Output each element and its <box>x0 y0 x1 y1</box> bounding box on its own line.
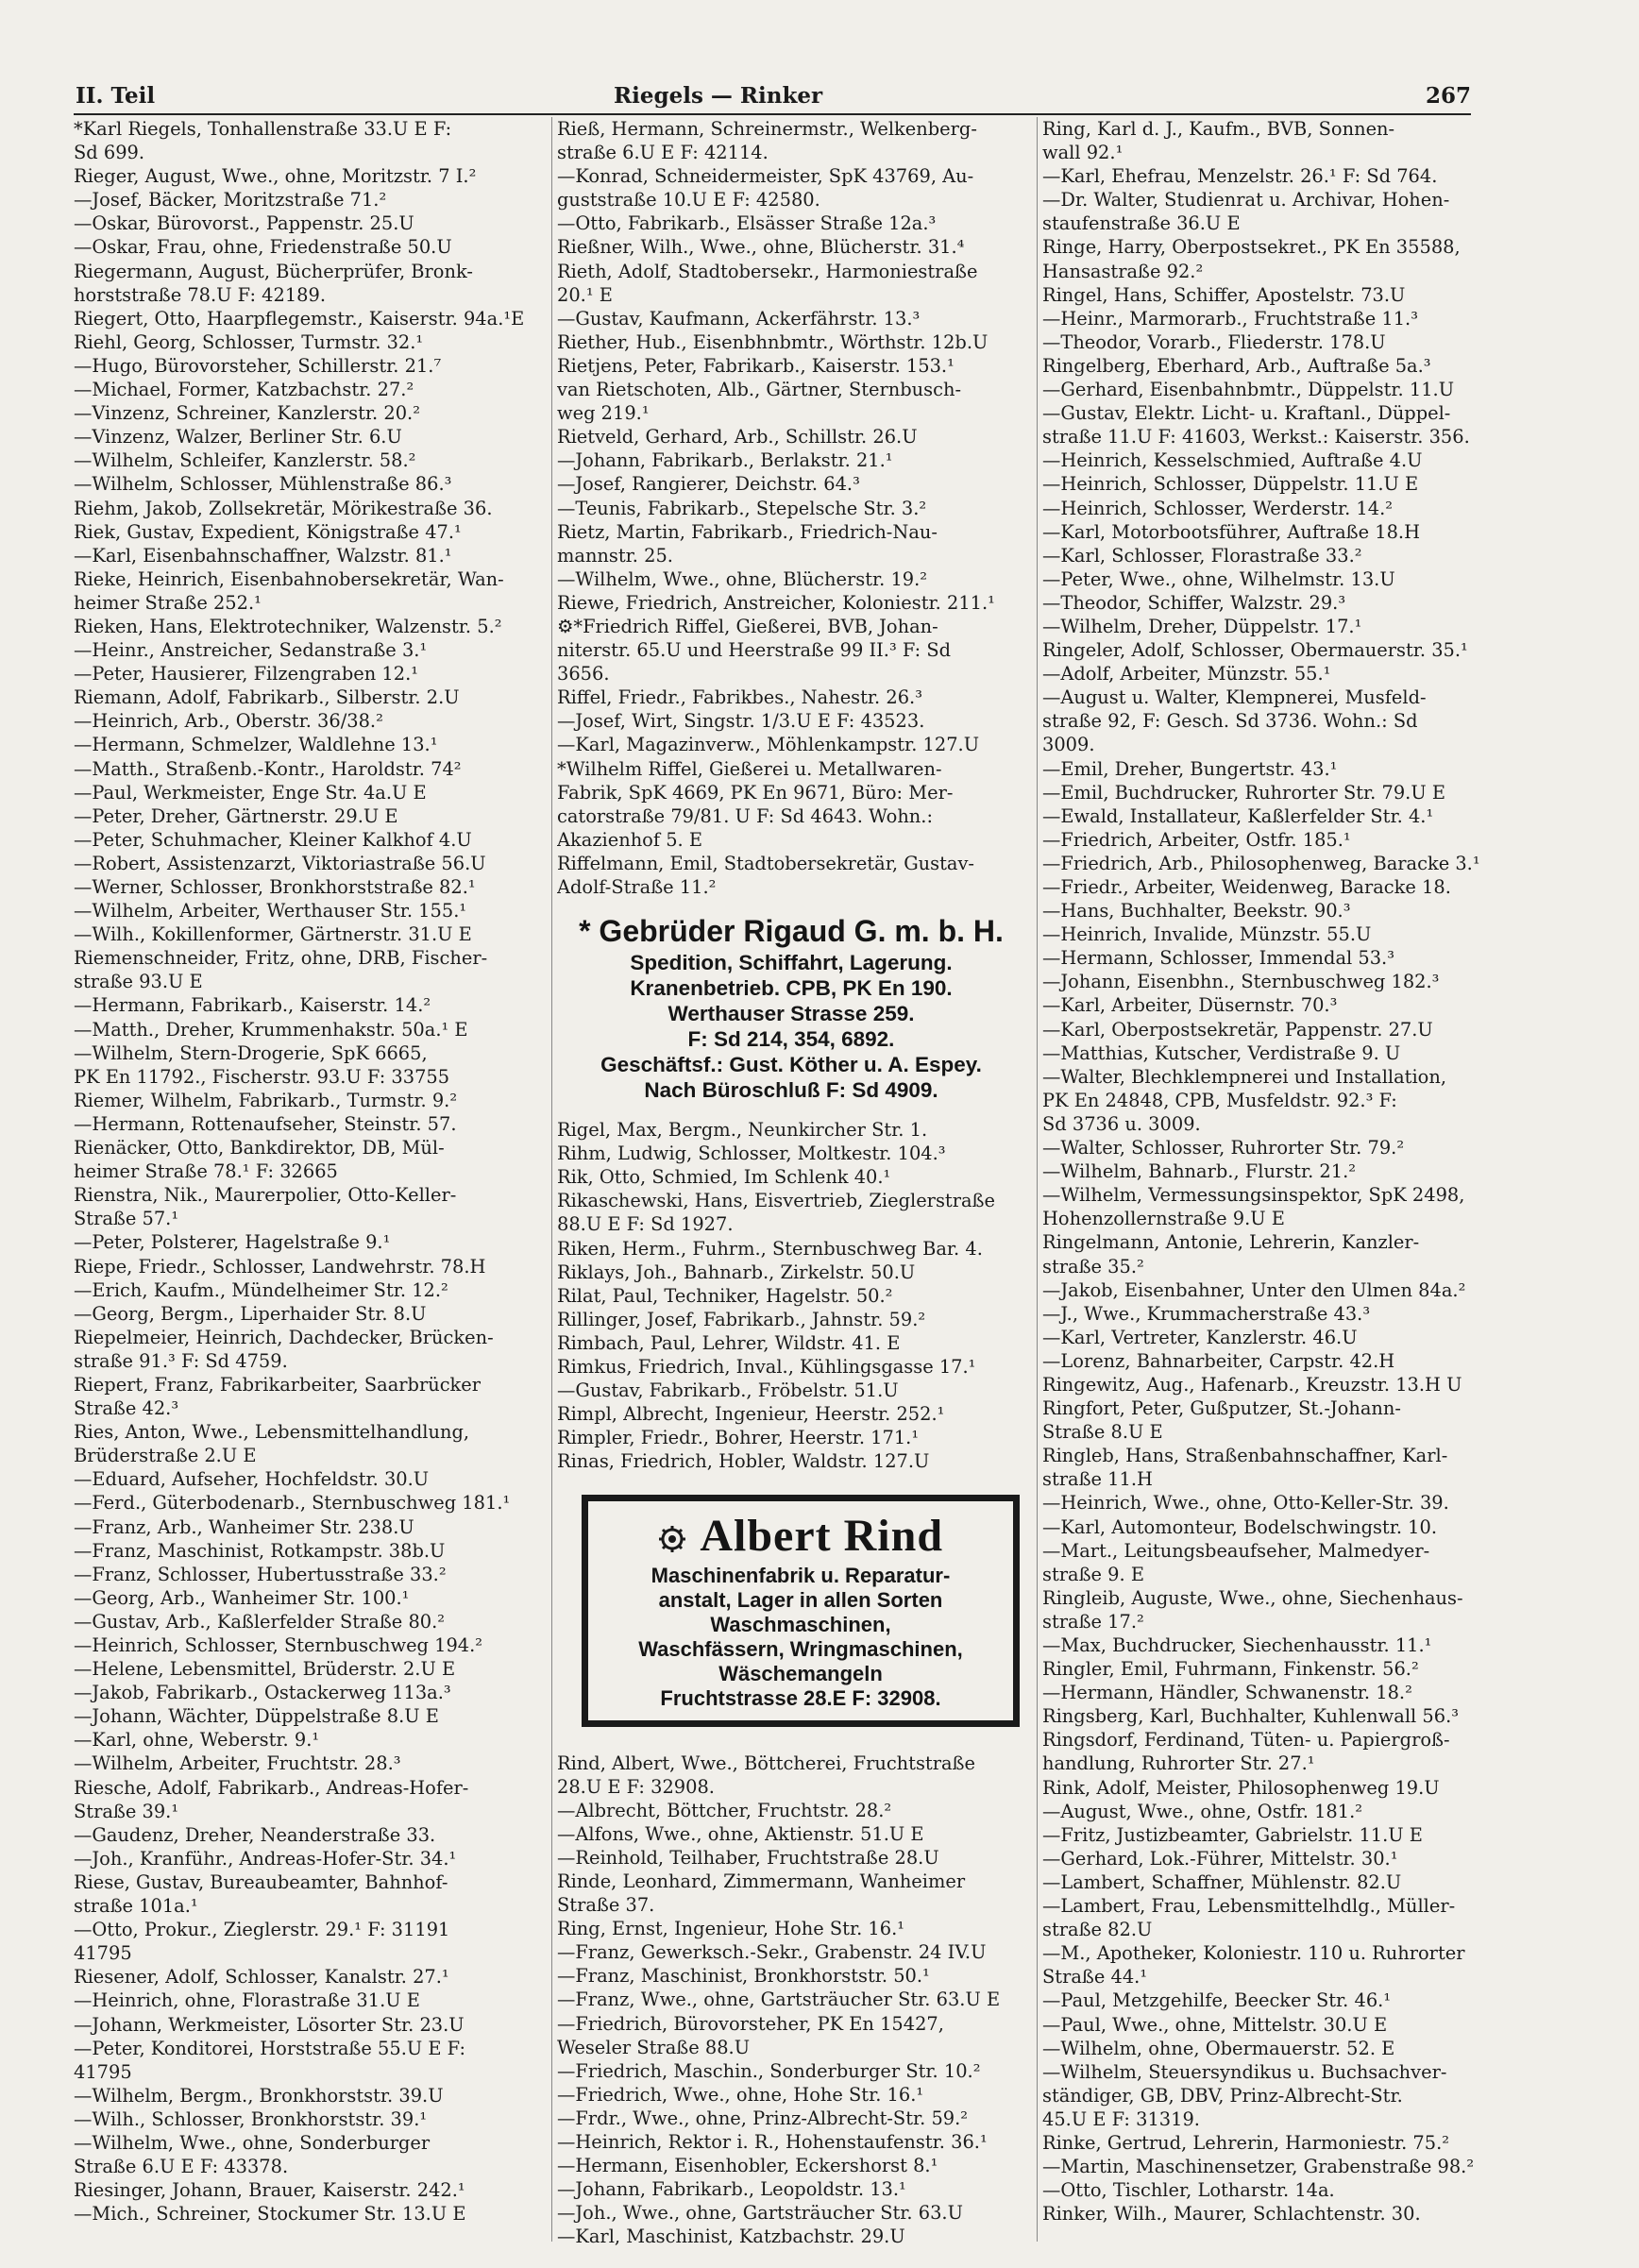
entries-col3 <box>1042 117 1511 2226</box>
directory-entry-line: —Josef, Rangierer, Deichstr. 64.³ <box>557 473 860 496</box>
directory-entry-line: PK En 11792., Fischerstr. 93.U F: 33755 <box>74 1065 450 1088</box>
directory-entry-line: Riemann, Adolf, Fabrikarb., Silberstr. 2.U <box>74 686 460 709</box>
directory-entry-line: —Hermann, Schmelzer, Waldlehne 13.¹ <box>74 734 438 756</box>
advert-line: Kranenbetrieb. CPB, PK En 190. <box>630 976 953 1001</box>
directory-entry-line: Riek, Gustav, Expedient, Königstraße 47.¹ <box>74 520 462 543</box>
directory-entry-line: straße 93.U E <box>74 971 203 993</box>
directory-entry-line: 28.U E F: 32908. <box>557 1775 715 1798</box>
directory-entry-line: —Friedrich, Bürovorsteher, PK En 15427, <box>557 2012 944 2035</box>
directory-entry-line: Rimpler, Friedr., Bohrer, Heerstr. 171.¹ <box>557 1427 920 1449</box>
directory-entry-line: Rimkus, Friedrich, Inval., Kühlingsgasse 17.¹ <box>557 1356 976 1379</box>
directory-entry-line: —Hermann, Händler, Schwanenstr. 18.² <box>1042 1682 1412 1704</box>
directory-entry-line: —Paul, Wwe., ohne, Mittelstr. 30.U E <box>1042 2013 1388 2036</box>
header-running-title: Riegels — Rinker <box>614 83 823 109</box>
directory-entry-line: —Joh., Wwe., ohne, Gartsträucher Str. 63.U <box>557 2202 963 2225</box>
directory-entry-line: Riegermann, August, Bücherprüfer, Bronk- <box>74 260 473 282</box>
directory-entry-line: straße 35.² <box>1042 1255 1144 1278</box>
directory-entry-line: Ringeler, Adolf, Schlosser, Obermauerstr. 35.¹ <box>1042 639 1468 662</box>
directory-entry-line: Hohenzollernstraße 9.U E <box>1042 1208 1285 1230</box>
directory-entry-line: —Franz, Schlosser, Hubertusstraße 33.² <box>74 1563 447 1585</box>
directory-entry-line: Riffelmann, Emil, Stadtobersekretär, Gustav- <box>557 852 974 874</box>
directory-entry-line: Ringleb, Hans, Straßenbahnschaffner, Karl- <box>1042 1445 1448 1467</box>
directory-entry-line: —Heinr., Marmorarb., Fruchtstraße 11.³ <box>1042 307 1418 330</box>
advert-line: Wäschemangeln <box>718 1661 883 1685</box>
directory-entry-line: —Alfons, Wwe., ohne, Aktienstr. 51.U E <box>557 1822 924 1845</box>
directory-entry-line: Brüderstraße 2.U E <box>74 1445 257 1467</box>
directory-entry-line: —Reinhold, Teilhaber, Fruchtstraße 28.U <box>557 1846 939 1869</box>
advert-line: Nach Büroschluß F: Sd 4909. <box>644 1078 938 1103</box>
directory-entry-line: —Theodor, Vorarb., Fliederstr. 178.U <box>1042 330 1386 353</box>
directory-entry-line: Straße 39.¹ <box>74 1800 179 1822</box>
directory-entry-line: —Hermann, Rottenaufseher, Steinstr. 57. <box>74 1112 457 1135</box>
advert-title <box>594 1509 1007 1564</box>
directory-entry-line: —Heinrich, Schlosser, Sternbuschweg 194.² <box>74 1634 483 1656</box>
advert-line: Werthauser Strasse 259. <box>667 1002 915 1026</box>
directory-entry-line: —Heinrich, ohne, Florastraße 31.U E <box>74 1989 420 2012</box>
entries-col2c <box>557 1752 1025 2249</box>
directory-entry-line: ständiger, GB, DBV, Prinz-Albrecht-Str. <box>1042 2084 1403 2107</box>
advert-line: Fruchtstrasse 28.E F: 32908. <box>660 1685 941 1710</box>
directory-entry-line: —Josef, Wirt, Singstr. 1/3.U E F: 43523. <box>557 710 925 733</box>
directory-entry-line: —Max, Buchdrucker, Siechenhausstr. 11.¹ <box>1042 1634 1432 1656</box>
directory-entry-line: Rik, Otto, Schmied, Im Schlenk 40.¹ <box>557 1166 891 1189</box>
directory-entry-line: Ringel, Hans, Schiffer, Apostelstr. 73.U <box>1042 283 1406 306</box>
directory-entry-line: —Georg, Bergm., Liperhaider Str. 8.U <box>74 1302 427 1325</box>
directory-entry-line: 3656. <box>557 663 610 685</box>
directory-entry-line: —Matth., Dreher, Krummenhakstr. 50a.¹ E <box>74 1018 468 1041</box>
directory-entry-line: —Otto, Fabrikarb., Elsässer Straße 12a.³ <box>557 212 937 235</box>
directory-entry-line: Straße 6.U E F: 43378. <box>74 2156 289 2178</box>
column-divider <box>551 117 552 2242</box>
directory-entry-line: Rigel, Max, Bergm., Neunkircher Str. 1. <box>557 1119 928 1142</box>
directory-entry-line: Ringsdorf, Ferdinand, Tüten- u. Papiergroß- <box>1042 1729 1450 1752</box>
directory-entry-line: *Karl Riegels, Tonhallenstraße 33.U E F: <box>74 118 452 140</box>
directory-entry-line: Ringfort, Peter, Gußputzer, St.-Johann- <box>1042 1397 1401 1420</box>
directory-entry-line: —Franz, Gewerksch.-Sekr., Grabenstr. 24 IV.U <box>557 1941 987 1964</box>
directory-entry-line: —Robert, Assistenzarzt, Viktoriastraße 56.U <box>74 852 486 874</box>
directory-entry-line: —Johann, Fabrikarb., Leopoldstr. 13.¹ <box>557 2178 906 2201</box>
directory-entry-line: Rieke, Heinrich, Eisenbahnobersekretär, Wan- <box>74 567 504 590</box>
page-header <box>0 83 1639 115</box>
directory-entry-line: —Karl, Motorbootsführer, Auftraße 18.H <box>1042 520 1420 543</box>
page-number: 267 <box>1426 83 1472 109</box>
directory-entry-line: straße 11.H <box>1042 1468 1153 1491</box>
directory-entry-line: Rinke, Gertrud, Lehrerin, Harmoniestr. 75.² <box>1042 2131 1450 2154</box>
directory-entry-line: Riether, Hub., Eisenbhnbmtr., Wörthstr. 12b.U <box>557 330 988 353</box>
directory-entry-line: —Erich, Kaufm., Mündelheimer Str. 12.² <box>74 1278 448 1301</box>
directory-entry-line: —Karl, Magazinverw., Möhlenkampstr. 127.U <box>557 734 980 756</box>
directory-entry-line: Ring, Karl d. J., Kaufm., BVB, Sonnen- <box>1042 118 1395 140</box>
directory-entry-line: —Karl, Automonteur, Bodelschwingstr. 10. <box>1042 1515 1438 1538</box>
directory-entry-line: —Peter, Hausierer, Filzengraben 12.¹ <box>74 663 419 685</box>
directory-entry-line: —Hermann, Schlosser, Immendal 53.³ <box>1042 947 1394 970</box>
directory-entry-line: 41795 <box>74 1942 132 1965</box>
gear-logo-icon <box>658 1511 700 1561</box>
directory-entry-line: —Lambert, Schaffner, Mühlenstr. 82.U <box>1042 1870 1402 1893</box>
directory-entry-line: —Franz, Maschinist, Bronkhorststr. 50.¹ <box>557 1965 930 1988</box>
directory-entry-line: Rieken, Hans, Elektrotechniker, Walzenstr. 5.² <box>74 615 502 637</box>
advert-gebrueder-rigaud <box>557 912 1025 1103</box>
directory-entry-line: —Wilhelm, ohne, Obermauerstr. 52. E <box>1042 2037 1395 2059</box>
directory-entry-line: —Adolf, Arbeiter, Münzstr. 55.¹ <box>1042 663 1331 685</box>
directory-entry-line: staufenstraße 36.U E <box>1042 212 1241 235</box>
entries-col2b <box>557 1118 1025 1473</box>
directory-entry-line: Straße 57.¹ <box>74 1208 179 1230</box>
column-1 <box>74 117 542 2226</box>
directory-entry-line: —Karl, ohne, Weberstr. 9.¹ <box>74 1729 320 1752</box>
directory-entry-line: —Franz, Maschinist, Rotkampstr. 38b.U <box>74 1539 446 1562</box>
directory-entry-line: Riffel, Friedr., Fabrikbes., Nahestr. 26.³ <box>557 686 922 709</box>
directory-entry-line: —Heinrich, Kesselschmied, Auftraße 4.U <box>1042 449 1423 472</box>
directory-entry-line: —Heinrich, Arb., Oberstr. 36/38.² <box>74 710 383 733</box>
directory-entry-line: —Wilhelm, Dreher, Düppelstr. 17.¹ <box>1042 615 1362 637</box>
directory-entry-line: Straße 37. <box>557 1894 655 1917</box>
directory-entry-line: —Gustav, Fabrikarb., Fröbelstr. 51.U <box>557 1379 899 1402</box>
directory-entry-line: straße 9. E <box>1042 1563 1144 1585</box>
directory-entry-line: —Franz, Arb., Wanheimer Str. 238.U <box>74 1515 414 1538</box>
directory-entry-line: —Wilhelm, Steuersyndikus u. Buchsachver- <box>1042 2060 1447 2083</box>
directory-entry-line: —J., Wwe., Krummacherstraße 43.³ <box>1042 1302 1371 1325</box>
directory-entry-line: —Frdr., Wwe., ohne, Prinz-Albrecht-Str. 59.² <box>557 2107 969 2129</box>
directory-entry-line: Sd 3736 u. 3009. <box>1042 1112 1201 1135</box>
advert-line: Waschmaschinen, <box>710 1612 891 1636</box>
column-3 <box>1042 117 1511 2226</box>
directory-entry-line: straße 92, F: Gesch. Sd 3736. Wohn.: Sd <box>1042 710 1418 733</box>
directory-entry-line: —Oskar, Bürovorst., Pappenstr. 25.U <box>74 212 414 235</box>
directory-entry-line: Rink, Adolf, Meister, Philosophenweg 19.U <box>1042 1776 1440 1799</box>
directory-entry-line: —Gerhard, Eisenbahnbmtr., Düppelstr. 11.U <box>1042 379 1455 401</box>
directory-entry-line: Adolf-Straße 11.² <box>557 876 717 898</box>
advert-line: Waschfässern, Wringmaschinen, <box>638 1636 963 1661</box>
directory-entry-line: —Matth., Straßenb.-Kontr., Haroldstr. 74² <box>74 757 462 780</box>
directory-entry-line: Ring, Ernst, Ingenieur, Hohe Str. 16.¹ <box>557 1918 905 1940</box>
directory-entry-line: —Fritz, Justizbeamter, Gabrielstr. 11.U E <box>1042 1823 1423 1846</box>
advert-line: anstalt, Lager in allen Sorten <box>658 1587 943 1612</box>
directory-entry-line: —Wilh., Schlosser, Bronkhorststr. 39.¹ <box>74 2107 428 2130</box>
directory-entry-line: —Friedrich, Wwe., ohne, Hohe Str. 16.¹ <box>557 2083 924 2106</box>
directory-entry-line: Weseler Straße 88.U <box>557 2036 751 2058</box>
directory-entry-line: Rinas, Friedrich, Hobler, Waldstr. 127.U <box>557 1450 930 1473</box>
directory-entry-line: —Helene, Lebensmittel, Brüderstr. 2.U E <box>74 1658 456 1681</box>
directory-entry-line: —Albrecht, Böttcher, Fruchtstr. 28.² <box>557 1799 892 1821</box>
directory-entry-line: —Peter, Wwe., ohne, Wilhelmstr. 13.U <box>1042 567 1395 590</box>
directory-entry-line: —Wilhelm, Bahnarb., Flurstr. 21.² <box>1042 1160 1357 1183</box>
directory-entry-line: Riegert, Otto, Haarpflegemstr., Kaiserstr. 94a.¹E <box>74 307 525 330</box>
directory-entry-line: —Paul, Metzgehilfe, Beecker Str. 46.¹ <box>1042 1989 1392 2012</box>
directory-entry-line: Riepert, Franz, Fabrikarbeiter, Saarbrücker <box>74 1373 482 1396</box>
directory-entry-line: heimer Straße 78.¹ F: 32665 <box>74 1160 338 1183</box>
directory-entry-line: Hansastraße 92.² <box>1042 260 1204 282</box>
directory-entry-line: —Eduard, Aufseher, Hochfeldstr. 30.U <box>74 1468 430 1491</box>
directory-entry-line: Riesche, Adolf, Fabrikarb., Andreas-Hofer- <box>74 1776 469 1799</box>
directory-entry-line: —Wilhelm, Stern-Drogerie, SpK 6665, <box>74 1041 428 1064</box>
directory-entry-line: —Friedrich, Maschin., Sonderburger Str. 10.² <box>557 2059 981 2082</box>
directory-entry-line: Rietveld, Gerhard, Arb., Schillstr. 26.U <box>557 426 918 449</box>
directory-entry-line: Riehl, Georg, Schlosser, Turmstr. 32.¹ <box>74 330 424 353</box>
directory-entry-line: —Karl, Ehefrau, Menzelstr. 26.¹ F: Sd 764. <box>1042 165 1438 188</box>
directory-entry-line: horststraße 78.U F: 42189. <box>74 283 326 306</box>
directory-entry-line: mannstr. 25. <box>557 544 673 567</box>
directory-entry-line: Rietjens, Peter, Fabrikarb., Kaiserstr. 153.¹ <box>557 354 955 377</box>
directory-entry-line: Riken, Herm., Fuhrm., Sternbuschweg Bar. 4. <box>557 1237 983 1260</box>
directory-entry-line: Fabrik, SpK 4669, PK En 9671, Büro: Mer- <box>557 781 954 804</box>
directory-entry-line: —Theodor, Schiffer, Walzstr. 29.³ <box>1042 591 1346 614</box>
directory-entry-line: —Karl, Arbeiter, Düsernstr. 70.³ <box>1042 994 1338 1017</box>
directory-entry-line: heimer Straße 252.¹ <box>74 591 262 614</box>
directory-entry-line: Riehm, Jakob, Zollsekretär, Mörikestraße 36. <box>74 497 493 519</box>
directory-entry-line: —Heinrich, Rektor i. R., Hohenstaufenstr. 36.¹ <box>557 2131 988 2153</box>
directory-entry-line: —August, Wwe., ohne, Ostfr. 181.² <box>1042 1800 1363 1822</box>
advert-title-text: Albert Rind <box>700 1510 944 1561</box>
directory-entry-line: Riepelmeier, Heinrich, Dachdecker, Brücken- <box>74 1326 494 1348</box>
directory-entry-line: Ringelberg, Eberhard, Arb., Auftraße 5a.³ <box>1042 354 1431 377</box>
advert-line: Spedition, Schiffahrt, Lagerung. <box>630 951 953 975</box>
directory-entry-line: PK En 24848, CPB, Musfeldstr. 92.³ F: <box>1042 1089 1397 1111</box>
advert-lines <box>557 950 1025 1103</box>
directory-entry-line: Ringelmann, Antonie, Lehrerin, Kanzler- <box>1042 1231 1420 1254</box>
directory-entry-line: —Heinrich, Invalide, Münzstr. 55.U <box>1042 923 1372 946</box>
directory-entry-line: Rieß, Hermann, Schreinermstr., Welkenberg- <box>557 118 977 140</box>
directory-entry-line: —Walter, Blechklempnerei und Installation, <box>1042 1065 1446 1088</box>
directory-entry-line: —Vinzenz, Walzer, Berliner Str. 6.U <box>74 426 402 449</box>
directory-entry-line: —Karl, Schlosser, Florastraße 33.² <box>1042 544 1362 567</box>
directory-entry-line: Ringsberg, Karl, Buchhalter, Kuhlenwall 56.³ <box>1042 1705 1460 1728</box>
directory-entry-line: —Wilhelm, Schlosser, Mühlenstraße 86.³ <box>74 473 452 496</box>
directory-entry-line: Rieth, Adolf, Stadtobersekr., Harmoniestraße <box>557 260 978 282</box>
directory-entry-line: —Peter, Konditorei, Horststraße 55.U E F: <box>74 2037 465 2059</box>
directory-entry-line: Riesener, Adolf, Schlosser, Kanalstr. 27.¹ <box>74 1966 449 1989</box>
column-2 <box>557 117 1025 2248</box>
directory-entry-line: —Emil, Dreher, Bungertstr. 43.¹ <box>1042 757 1338 780</box>
directory-entry-line: —Lorenz, Bahnarbeiter, Carpstr. 42.H <box>1042 1349 1395 1372</box>
directory-entry-line: —Lambert, Frau, Lebensmittelhdlg., Müller- <box>1042 1895 1456 1918</box>
directory-entry-line: Rillinger, Josef, Fabrikarb., Jahnstr. 59.² <box>557 1308 926 1330</box>
directory-entry-line: Akazienhof 5. E <box>557 828 703 851</box>
directory-entry-line: weg 219.¹ <box>557 402 650 425</box>
directory-entry-line: —Mich., Schreiner, Stockumer Str. 13.U E <box>74 2203 466 2226</box>
directory-entry-line: —Gustav, Arb., Kaßlerfelder Straße 80.² <box>74 1610 446 1633</box>
header-part: II. Teil <box>76 83 156 109</box>
advert-line: Maschinenfabrik u. Reparatur- <box>651 1563 951 1587</box>
directory-entry-line: Riepe, Friedr., Schlosser, Landwehrstr. 78.H <box>74 1255 486 1278</box>
directory-entry-line: —Walter, Schlosser, Ruhrorter Str. 79.² <box>1042 1137 1405 1159</box>
advert-line: Geschäftsf.: Gust. Köther u. A. Espey. <box>600 1053 982 1077</box>
directory-entry-line: —Michael, Former, Katzbachstr. 27.² <box>74 379 414 401</box>
entries-col2a <box>557 117 1025 899</box>
directory-entry-line: —M., Apotheker, Koloniestr. 110 u. Ruhrorter <box>1042 1942 1465 1965</box>
directory-entry-line: —Wilhelm, Arbeiter, Fruchtstr. 28.³ <box>74 1752 401 1775</box>
directory-entry-line: —Wilhelm, Arbeiter, Werthauser Str. 155.¹ <box>74 900 467 922</box>
directory-entry-line: wall 92.¹ <box>1042 142 1124 164</box>
directory-entry-line: —Otto, Prokur., Zieglerstr. 29.¹ F: 31191 <box>74 1919 450 1941</box>
directory-entry-line: —Wilhelm, Bergm., Bronkhorststr. 39.U <box>74 2084 444 2107</box>
advert-line: F: Sd 214, 354, 6892. <box>687 1027 895 1052</box>
directory-entry-line: straße 101a.¹ <box>74 1895 198 1918</box>
directory-entry-line: —Hugo, Bürovorsteher, Schillerstr. 21.⁷ <box>74 354 442 377</box>
column-divider <box>1037 117 1038 2242</box>
directory-entry-line: 88.U E F: Sd 1927. <box>557 1213 734 1236</box>
directory-entry-line: —Werner, Schlosser, Bronkhorststraße 82.¹ <box>74 876 476 898</box>
directory-entry-line: 3009. <box>1042 734 1095 756</box>
directory-entry-line: —Wilh., Kokillenformer, Gärtnerstr. 31.U E <box>74 923 472 946</box>
directory-entry-line: Rietz, Martin, Fabrikarb., Friedrich-Nau- <box>557 520 938 543</box>
directory-entry-line: —Wilhelm, Vermessungsinspektor, SpK 2498, <box>1042 1184 1465 1207</box>
directory-entry-line: —Joh., Kranführ., Andreas-Hofer-Str. 34.¹ <box>74 1847 457 1870</box>
directory-entry-line: —Dr. Walter, Studienrat u. Archivar, Hohen- <box>1042 189 1450 212</box>
directory-entry-line: —Georg, Arb., Wanheimer Str. 100.¹ <box>74 1586 410 1609</box>
directory-entry-line: —Ferd., Güterbodenarb., Sternbuschweg 181.¹ <box>74 1492 511 1515</box>
directory-entry-line: Riesinger, Johann, Brauer, Kaiserstr. 242.¹ <box>74 2179 465 2202</box>
directory-entry-line: —Johann, Wächter, Düppelstraße 8.U E <box>74 1705 439 1728</box>
directory-entry-line: Rienstra, Nik., Maurerpolier, Otto-Keller- <box>74 1184 457 1207</box>
directory-entry-line: Rihm, Ludwig, Schlosser, Moltkestr. 104.³ <box>557 1142 946 1165</box>
directory-entry-line: —Johann, Eisenbhn., Sternbuschweg 182.³ <box>1042 971 1440 993</box>
directory-entry-line: —Jakob, Eisenbahner, Unter den Ulmen 84a.² <box>1042 1278 1466 1301</box>
directory-entry-line: —Mart., Leitungsbeaufseher, Malmedyer- <box>1042 1539 1430 1562</box>
advert-albert-rind <box>582 1495 1020 1727</box>
directory-entry-line: —Johann, Fabrikarb., Berlakstr. 21.¹ <box>557 449 893 472</box>
directory-entry-line: —Wilhelm, Wwe., ohne, Sonderburger <box>74 2131 431 2154</box>
directory-entry-line: —Peter, Polsterer, Hagelstraße 9.¹ <box>74 1231 391 1254</box>
directory-entry-line: —Konrad, Schneidermeister, SpK 43769, Au- <box>557 165 974 188</box>
directory-entry-line: Rießner, Wilh., Wwe., ohne, Blücherstr. 31.⁴ <box>557 236 965 259</box>
header-rule <box>74 113 1471 115</box>
directory-entry-line: straße 91.³ F: Sd 4759. <box>74 1349 288 1372</box>
directory-entry-line: guststraße 10.U E F: 42580. <box>557 189 820 212</box>
directory-entry-line: —Peter, Dreher, Gärtnerstr. 29.U E <box>74 804 398 827</box>
directory-entry-line: straße 6.U E F: 42114. <box>557 142 769 164</box>
directory-entry-line: —Karl, Oberpostsekretär, Pappenstr. 27.U <box>1042 1018 1433 1041</box>
directory-entry-line: Ringewitz, Aug., Hafenarb., Kreuzstr. 13.H U <box>1042 1373 1462 1396</box>
directory-entry-line: —Gaudenz, Dreher, Neanderstraße 33. <box>74 1823 436 1846</box>
directory-entry-line: —Karl, Eisenbahnschaffner, Walzstr. 81.¹ <box>74 544 452 567</box>
directory-entry-line: catorstraße 79/81. U F: Sd 4643. Wohn.: <box>557 804 933 827</box>
directory-entry-line: —Matthias, Kutscher, Verdistraße 9. U <box>1042 1041 1401 1064</box>
directory-entry-line: —Paul, Werkmeister, Enge Str. 4a.U E <box>74 781 427 804</box>
directory-entry-line: —Otto, Tischler, Lotharstr. 14a. <box>1042 2179 1335 2202</box>
directory-entry-line: —Friedrich, Arbeiter, Ostfr. 185.¹ <box>1042 828 1351 851</box>
directory-entry-line: —Heinrich, Schlosser, Werderstr. 14.² <box>1042 497 1394 519</box>
directory-entry-line: —Heinrich, Schlosser, Düppelstr. 11.U E <box>1042 473 1419 496</box>
advert-lines <box>594 1564 1007 1711</box>
directory-entry-line: —Wilhelm, Wwe., ohne, Blücherstr. 19.² <box>557 567 928 590</box>
directory-entry-line: 41795 <box>74 2060 132 2083</box>
directory-entry-line: —Peter, Schuhmacher, Kleiner Kalkhof 4.U <box>74 828 472 851</box>
directory-entry-line: —Gerhard, Lok.-Führer, Mittelstr. 30.¹ <box>1042 1847 1398 1870</box>
directory-entry-line: —Vinzenz, Schreiner, Kanzlerstr. 20.² <box>74 402 420 425</box>
directory-entry-line: Ries, Anton, Wwe., Lebensmittelhandlung, <box>74 1421 470 1444</box>
directory-entry-line: Ringler, Emil, Fuhrmann, Finkenstr. 56.² <box>1042 1658 1419 1681</box>
directory-entry-line: Riese, Gustav, Bureaubeamter, Bahnhof- <box>74 1870 448 1893</box>
directory-entry-line: —Gustav, Elektr. Licht- u. Kraftanl., Düppel- <box>1042 402 1451 425</box>
directory-entry-line: —Josef, Bäcker, Moritzstraße 71.² <box>74 189 387 212</box>
directory-entry-line: —August u. Walter, Klempnerei, Musfeld- <box>1042 686 1427 709</box>
directory-entry-line: van Rietschoten, Alb., Gärtner, Sternbusch- <box>557 379 962 401</box>
directory-entry-line: —Heinrich, Wwe., ohne, Otto-Keller-Str. 39. <box>1042 1492 1449 1515</box>
directory-entry-line: Rind, Albert, Wwe., Böttcherei, Fruchtstraße <box>557 1752 975 1774</box>
advert-title: * Gebrüder Rigaud G. m. b. H. <box>579 914 1004 949</box>
directory-entry-line: —Johann, Werkmeister, Lösorter Str. 23.U <box>74 2013 465 2036</box>
directory-entry-line: Straße 42.³ <box>74 1397 179 1420</box>
directory-entry-line: —Friedrich, Arb., Philosophenweg, Baracke 3.¹ <box>1042 852 1480 874</box>
directory-entry-line: —Karl, Vertreter, Kanzlerstr. 46.U <box>1042 1326 1358 1348</box>
directory-entry-line: Riewe, Friedrich, Anstreicher, Koloniestr. 211.¹ <box>557 591 995 614</box>
directory-entry-line: Rienäcker, Otto, Bankdirektor, DB, Mül- <box>74 1137 445 1159</box>
directory-entry-line: Ringe, Harry, Oberpostsekret., PK En 35588, <box>1042 236 1461 259</box>
directory-entry-line: —Friedr., Arbeiter, Weidenweg, Baracke 18. <box>1042 876 1451 898</box>
directory-entry-line: Rimbach, Paul, Lehrer, Wildstr. 41. E <box>557 1331 901 1354</box>
directory-entry-line: Straße 8.U E <box>1042 1421 1163 1444</box>
directory-entry-line: —Franz, Wwe., ohne, Gartsträucher Str. 63.U E <box>557 1989 1001 2011</box>
directory-entry-line: Ringleib, Auguste, Wwe., ohne, Siechenhaus- <box>1042 1586 1463 1609</box>
directory-entry-line: Rinker, Wilh., Maurer, Schlachtenstr. 30. <box>1042 2203 1421 2226</box>
directory-entry-line: —Emil, Buchdrucker, Ruhrorter Str. 79.U E <box>1042 781 1445 804</box>
directory-entry-line: —Hermann, Eisenhobler, Eckershorst 8.¹ <box>557 2155 938 2177</box>
directory-entry-line: Rimpl, Albrecht, Ingenieur, Heerstr. 252.¹ <box>557 1403 945 1426</box>
directory-entry-line: —Oskar, Frau, ohne, Friedenstraße 50.U <box>74 236 452 259</box>
entries-col1 <box>74 117 542 2226</box>
directory-entry-line: 20.¹ E <box>557 283 613 306</box>
directory-entry-line: —Gustav, Kaufmann, Ackerfährstr. 13.³ <box>557 307 921 330</box>
directory-entry-line: Rinde, Leonhard, Zimmermann, Wanheimer <box>557 1870 966 1892</box>
directory-entry-line: Rieger, August, Wwe., ohne, Moritzstr. 7 I.² <box>74 165 477 188</box>
directory-entry-line: ⚙*Friedrich Riffel, Gießerei, BVB, Johan- <box>557 615 938 637</box>
directory-entry-line: —Heinr., Anstreicher, Sedanstraße 3.¹ <box>74 639 428 662</box>
directory-entry-line: Riklays, Joh., Bahnarb., Zirkelstr. 50.U <box>557 1261 916 1283</box>
directory-entry-line: —Wilhelm, Schleifer, Kanzlerstr. 58.² <box>74 449 416 472</box>
directory-entry-line: Rilat, Paul, Techniker, Hagelstr. 50.² <box>557 1284 893 1307</box>
directory-entry-line: Riemer, Wilhelm, Fabrikarb., Turmstr. 9.² <box>74 1089 458 1111</box>
directory-entry-line: handlung, Ruhrorter Str. 27.¹ <box>1042 1752 1315 1775</box>
directory-entry-line: *Wilhelm Riffel, Gießerei u. Metallwaren- <box>557 757 942 780</box>
directory-entry-line: —Martin, Maschinensetzer, Grabenstraße 98.² <box>1042 2156 1475 2178</box>
directory-entry-line: —Hans, Buchhalter, Beekstr. 90.³ <box>1042 900 1351 922</box>
directory-entry-line: Rikaschewski, Hans, Eisvertrieb, Zieglerstraße <box>557 1190 995 1212</box>
directory-entry-line: Straße 44.¹ <box>1042 1966 1148 1989</box>
directory-entry-line: Riemenschneider, Fritz, ohne, DRB, Fischer- <box>74 947 488 970</box>
directory-entry-line: straße 11.U F: 41603, Werkst.: Kaiserstr. 356. <box>1042 426 1470 449</box>
directory-entry-line: —Hermann, Fabrikarb., Kaiserstr. 14.² <box>74 994 431 1017</box>
directory-entry-line: 45.U E F: 31319. <box>1042 2107 1200 2130</box>
directory-entry-line: straße 82.U <box>1042 1919 1153 1941</box>
directory-entry-line: niterstr. 65.U und Heerstraße 99 II.³ F: Sd <box>557 639 952 662</box>
directory-entry-line: —Jakob, Fabrikarb., Ostackerweg 113a.³ <box>74 1682 451 1704</box>
directory-entry-line: —Teunis, Fabrikarb., Stepelsche Str. 3.² <box>557 497 927 519</box>
directory-entry-line: —Ewald, Installateur, Kaßlerfelder Str. 4.¹ <box>1042 804 1434 827</box>
directory-entry-line: straße 17.² <box>1042 1610 1144 1633</box>
directory-entry-line: Sd 699. <box>74 142 145 164</box>
directory-entry-line: —Karl, Maschinist, Katzbachstr. 29.U <box>557 2226 905 2248</box>
